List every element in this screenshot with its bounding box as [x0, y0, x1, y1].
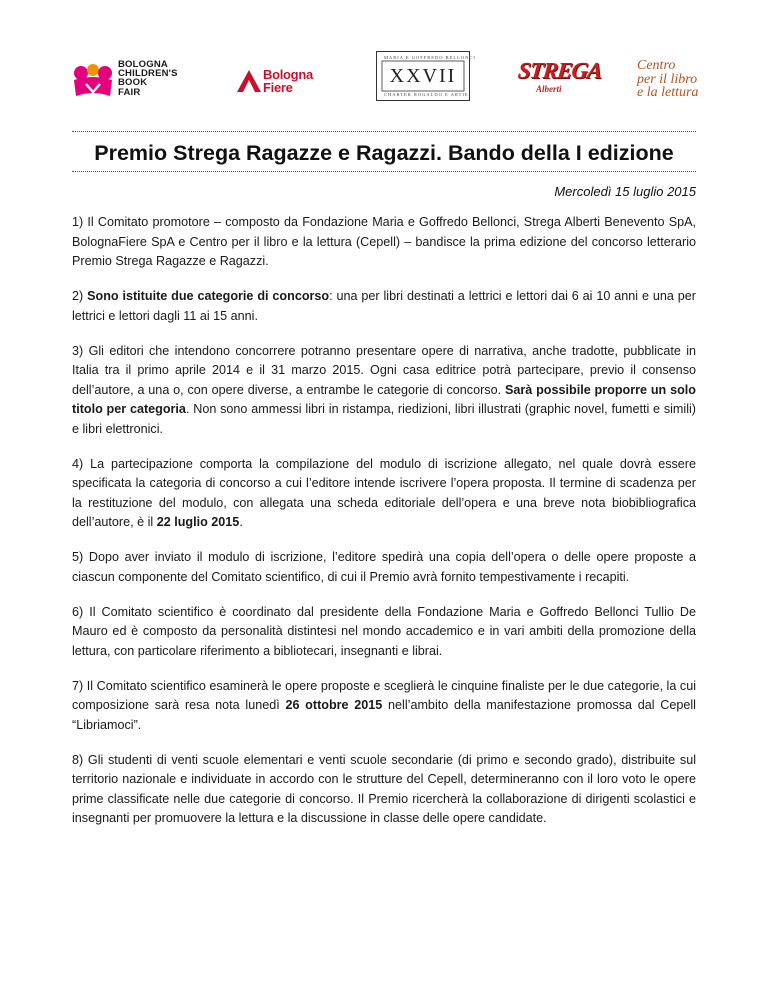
- p3-text-a: 3) Gli editori che intendono concorrere potranno presentare opere di narrativa, anche tradotte, pubblicate in Italia tra il primo aprile 2014 e il 31 marzo 2015. Ogni casa editrice potrà partecipare, previo il consenso dell’autore, a una o, con opere diverse, a entrambe le categorie di concorso.: [72, 343, 696, 397]
- bcbf-mark-icon: [72, 62, 114, 98]
- bologna-childrens-book-fair-logo: [72, 60, 192, 100]
- paragraph-4: [72, 455, 696, 533]
- paragraph-8: 8) Gli studenti di venti scuole elementari e venti scuole secondarie (di primo e secondo grado), distribuite sul territorio nazionale e individuate in accordo con le strutture del Cepell, determineranno con il loro voto le opere prime classificate nelle due categorie di concorso. Il Premio ricercherà la collaborazione di dirigenti scolastici e insegnanti per promuovere la lettura e la discussione in classe delle opere candidate.: [72, 752, 696, 825]
- p3-text-b: . Non sono ammessi libri in ristampa, riedizioni, libri illustrati (graphic novel, fumetti e simili) e libri elettronici.: [72, 402, 696, 436]
- title-top-rule: [72, 131, 696, 132]
- p3-bold: Sarà possibile proporre un solo titolo per categoria: [72, 382, 696, 416]
- bolognafiere-logo: [237, 68, 327, 98]
- paragraph-3: [72, 342, 696, 440]
- premio-strega-bellonci-logo: [376, 51, 476, 101]
- page-title: Premio Strega Ragazze e Ragazzi. Bando della I edizione: [94, 141, 674, 165]
- p4-bold: 22 luglio 2015: [156, 515, 240, 529]
- bcbf-line-3: BOOK: [118, 77, 148, 89]
- p4-text-b: .: [239, 515, 243, 529]
- bellonci-edition-number: XXVII: [389, 65, 457, 87]
- bcbf-line-1: BOLOGNA: [118, 59, 168, 70]
- bellonci-bottom-text: CHARTER ROGALDO E ARTIE: [384, 92, 469, 97]
- bolognafiere-mark-icon: [237, 70, 261, 92]
- bolognafiere-line-1: Bologna: [263, 67, 313, 82]
- p7-text-b: nell’ambito della manifestazione promossa dal Cepell “Libriamoci”.: [72, 698, 696, 732]
- logo-bar: [0, 0, 768, 118]
- cepell-line-3: e la lettura: [637, 85, 699, 100]
- bcbf-line-4: FAIR: [118, 86, 141, 98]
- paragraph-6: 6) Il Comitato scientifico è coordinato dal presidente della Fondazione Maria e Goffredo Bellonci Tullio De Mauro ed è composto da personalità distintesi nel mondo accademico e in vari ambiti della promozione della lettura, con particolare riferimento a bibliotecari, insegnanti e librai.: [72, 604, 696, 658]
- p2-bold: Sono istituite due categorie di concorso: [87, 289, 330, 303]
- p4-text-a: 4) La partecipazione comporta la compilazione del modulo di iscrizione allegato, nel quale dovrà essere specificata la categoria di concorso a cui l’editore intende iscrivere l’opera proposta. Il termine di scadenza per la restituzione del modulo, con allegata una scheda editoriale dell’opera e una breve nota biobibliografica dell’autore, è il: [72, 456, 696, 529]
- paragraph-2: [72, 287, 696, 326]
- document-date: Mercoledì 15 luglio 2015: [554, 184, 696, 199]
- paragraph-7: [72, 677, 696, 736]
- p7-bold: 26 ottobre 2015: [285, 698, 383, 712]
- document-body: [72, 213, 696, 844]
- cepell-line-2: per il libro: [637, 71, 698, 87]
- strega-alberti-logo: [516, 58, 603, 100]
- cepell-logo: [637, 59, 717, 103]
- cepell-line-1: Centro: [637, 58, 676, 73]
- p7-text-a: 7) Il Comitato scientifico esaminerà le opere proposte e sceglierà le cinquine finaliste per le due categorie, la cui composizione sarà resa nota lunedì: [72, 678, 696, 712]
- paragraph-5: 5) Dopo aver inviato il modulo di iscrizione, l’editore spedirà una copia dell’opera o delle opere proposte a ciascun componente del Comitato scientifico, di cui il Premio avrà fornito tempestivamente i recapiti.: [72, 550, 696, 584]
- p2-text-b: : una per libri destinati a lettrici e lettori dai 6 ai 10 anni e una per lettrici e lettori dagli 11 ai 15 anni.: [72, 289, 696, 323]
- paragraph-1: 1) Il Comitato promotore – composto da Fondazione Maria e Goffredo Bellonci, Strega Alberti Benevento SpA, BolognaFiere SpA e Centro per il libro e la lettura (Cepell) – bandisce la prima edizione del concorso letterario Premio Strega Ragazze e Ragazzi.: [72, 215, 696, 268]
- bellonci-top-text: MARIA E GOFFREDO BELLONCI: [384, 55, 476, 60]
- bcbf-line-2: CHILDREN'S: [118, 68, 178, 80]
- title-bottom-rule: [72, 171, 696, 172]
- p2-text-a: 2): [72, 289, 88, 303]
- strega-word: STREGA: [516, 58, 603, 83]
- strega-sub: Alberti: [536, 84, 562, 94]
- bolognafiere-line-2: Fiere: [263, 80, 293, 95]
